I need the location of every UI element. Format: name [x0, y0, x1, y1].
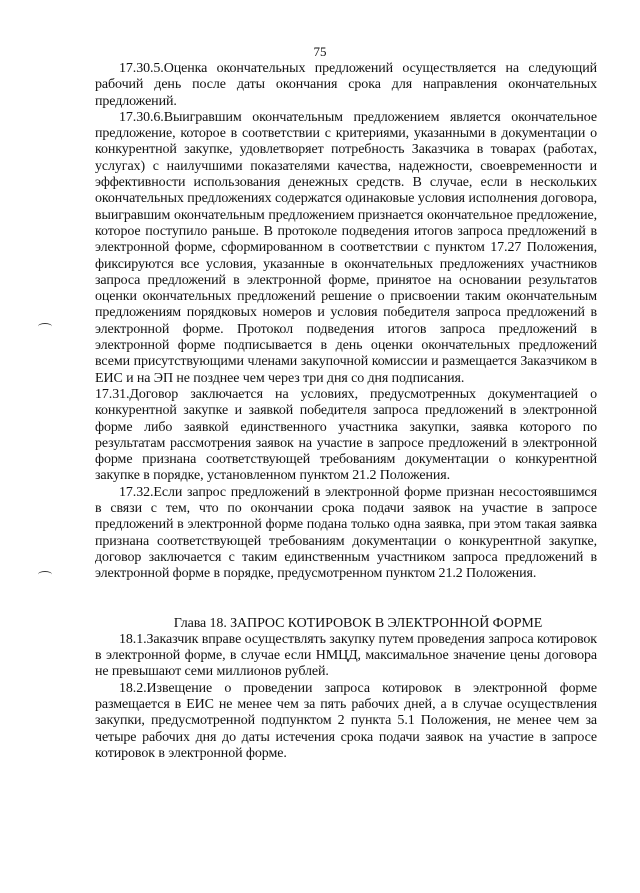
document-body: [95, 61, 597, 762]
section-spacer: [95, 583, 597, 616]
margin-mark: [38, 571, 52, 578]
paragraph-17-31: 17.31.Договор заключается на условиях, предусмотренных документацией о конкурентной закупке и заявкой победителя запроса предложений в электронной форме либо заявкой единственного участника закупки, заявка которого по результатам рассмотрения заявок на участие в запросе предложений в электронной форме признана соответствующей требованиям документации о конкурентной закупке в порядке, установленном пунктом 21.2 Положения.: [95, 386, 597, 484]
paragraph-17-30-5: 17.30.5.Оценка окончательных предложений осуществляется на следующий рабочий день после даты окончания срока для направления окончательных предложений.: [95, 61, 597, 109]
paragraph-17-30-6: 17.30.6.Выигравшим окончательным предложением является окончательное предложение, которое в соответствии с критериями, указанными в документации о конкурентной закупке, удовлетворяет потребность Заказчика в товарах (работах, услугах) с наилучшими показателями качества, надежности, своевременности и эффективности использования денежных средств. В случае, если в нескольких окончательных предложениях содержатся одинаковые условия исполнения договора, выигравшим окончательным предложением признается окончательное предложение, которое поступило раньше. В протоколе подведения итогов запроса предложений в электронной форме, сформированном в соответствии с пунктом 17.27 Положения, фиксируются все условия, указанные в окончательных предложениях участников запроса предложений в электронной форме, принятое на основании результатов оценки окончательных предложений решение о присвоении таким окончательным предложениям порядковых номеров и условия победителя запроса предложений в электронной форме. Протокол подведения итогов запроса предложений в электронной форме подписывается в день оценки окончательных предложений всеми присутствующими членами закупочной комиссии и размещается Заказчиком в ЕИС и на ЭП не позднее чем через три дня со дня подписания.: [95, 109, 597, 386]
paragraph-17-32: 17.32.Если запрос предложений в электронной форме признан несостоявшимся в связи с тем, что по окончании срока подачи заявок на участие в запросе предложений в электронной форме подана только одна заявка, при этом такая заявка признана соответствующей требованиям документации о конкурентной закупке, договор заключается с таким единственным участником запроса предложений в электронной форме в порядке, предусмотренном пунктом 21.2 Положения.: [95, 484, 597, 582]
page-number: 75: [313, 44, 327, 59]
chapter-heading: Глава 18. ЗАПРОС КОТИРОВОК В ЭЛЕКТРОННОЙ ФОРМЕ: [173, 615, 543, 631]
margin-mark: [38, 323, 52, 330]
paragraph-18-1: 18.1.Заказчик вправе осуществлять закупку путем проведения запроса котировок в электронной форме, в случае если НМЦД, максимальное значение цены договора не превышают семи миллионов рублей.: [95, 631, 597, 680]
paragraph-18-2: 18.2.Извещение о проведении запроса котировок в электронной форме размещается в ЕИС не менее чем за пять рабочих дней, а в случае осуществления закупки, предусмотренной подпунктом 2 пункта 5.1 Положения, не менее чем за четыре рабочих дня до даты истечения срока подачи заявок на участие в запросе котировок в электронной форме.: [95, 680, 597, 761]
